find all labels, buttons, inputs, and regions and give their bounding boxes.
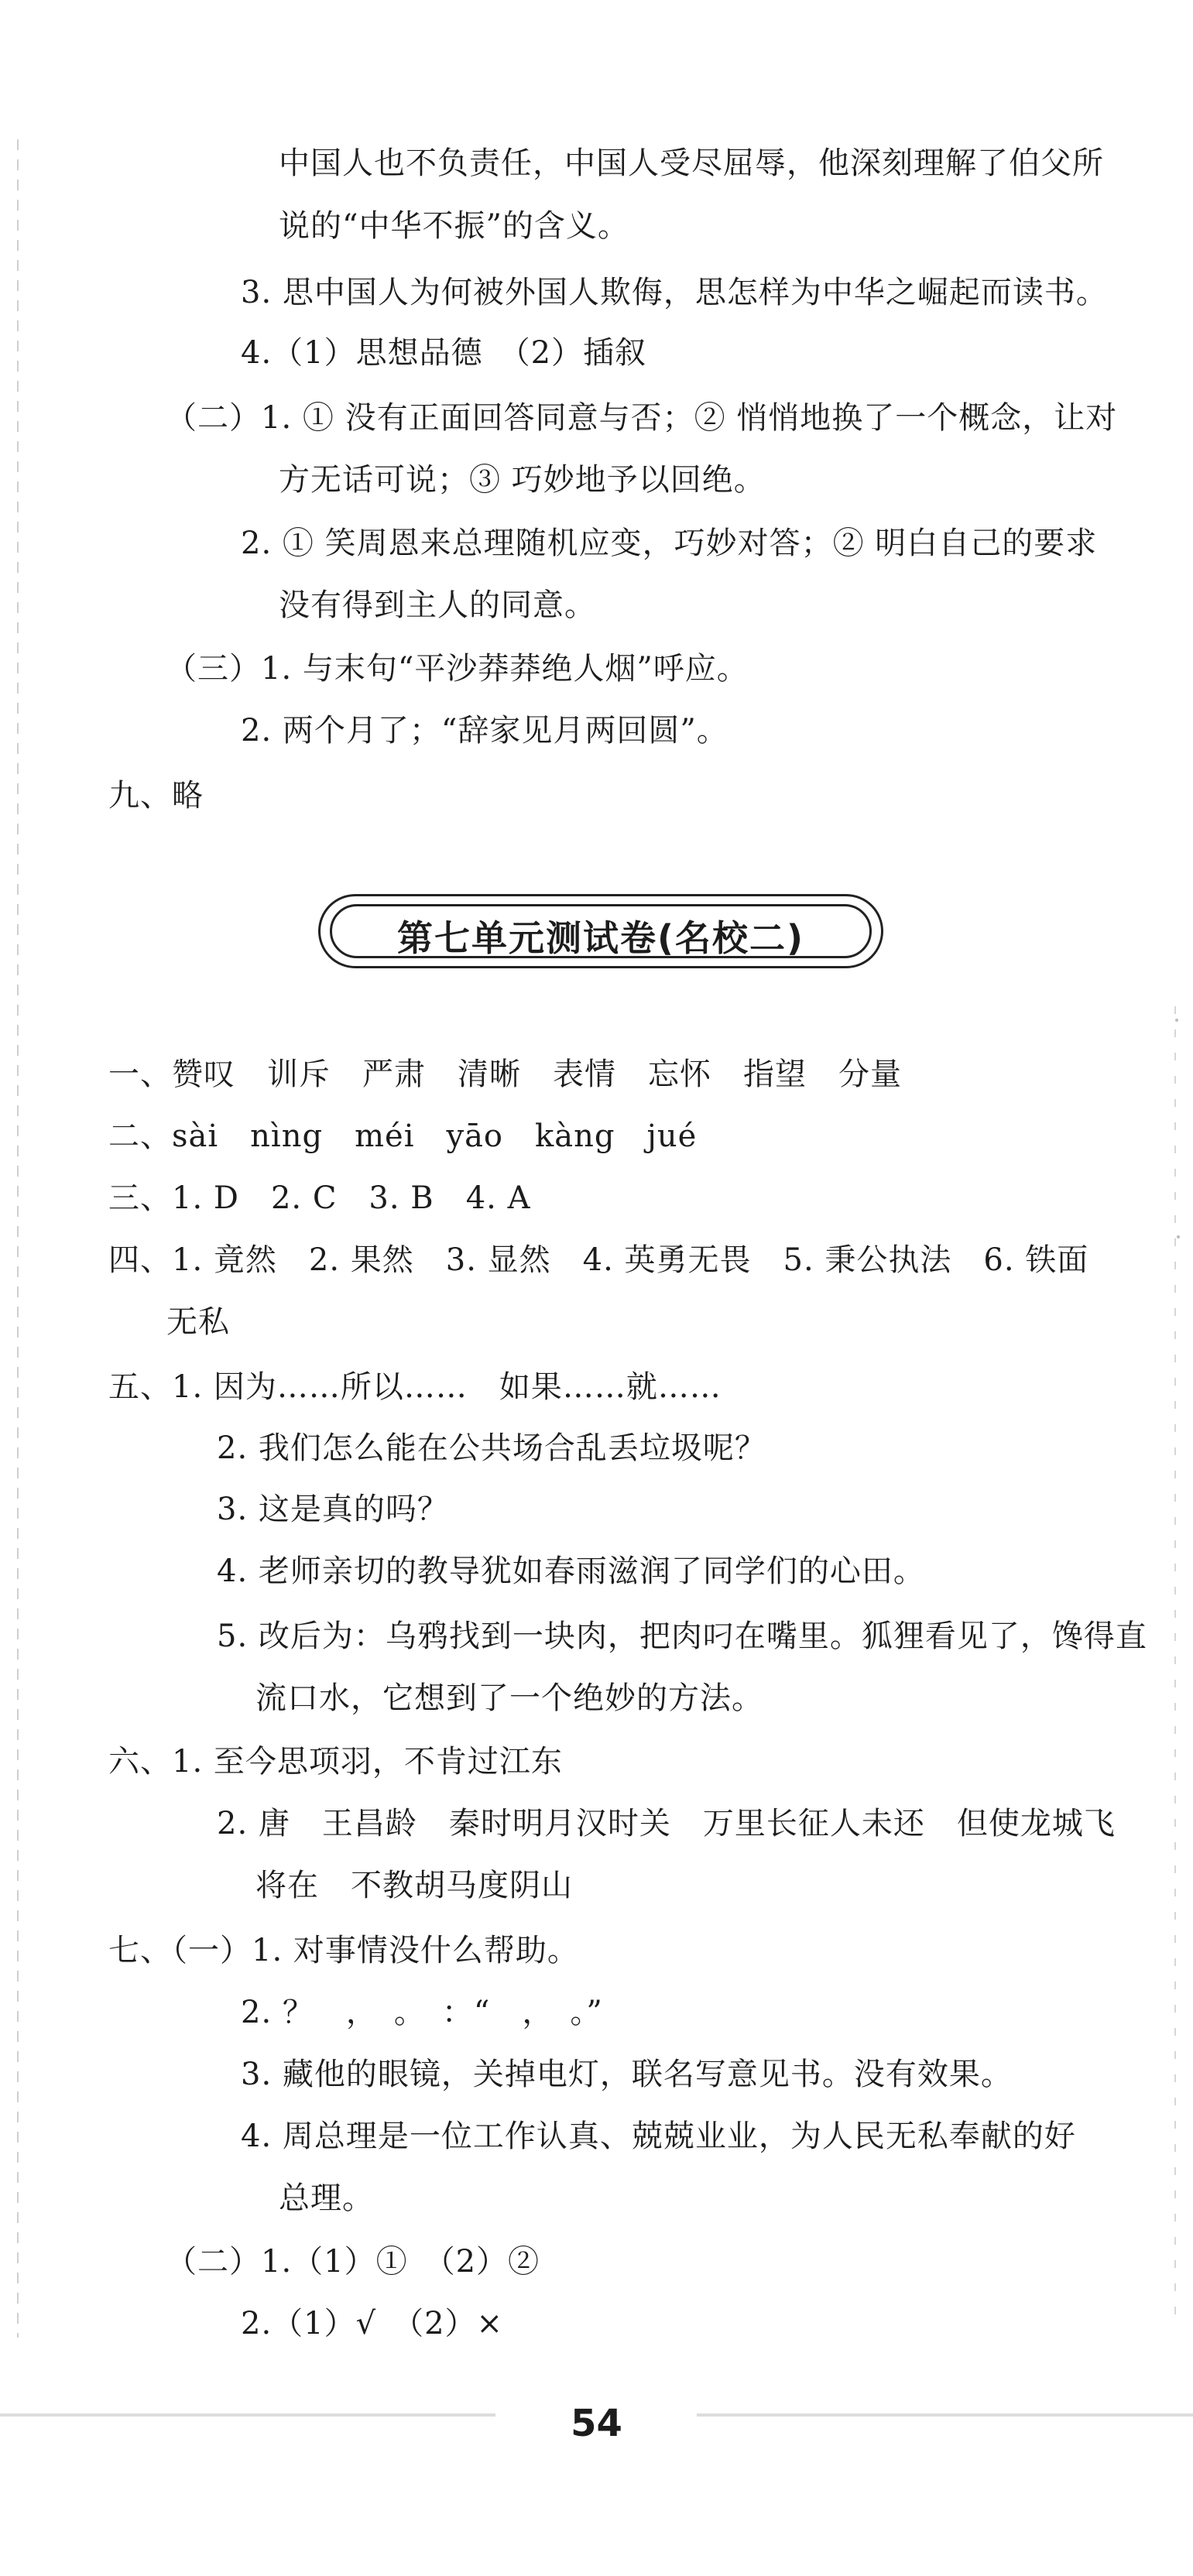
answer-line: 2. 两个月了；“辞家见月两回圆”。	[241, 713, 728, 748]
answer-line: （二）1. ① 没有正面回答同意与否；② 悄悄地换了一个概念，让对	[166, 400, 1118, 436]
page-number: 54	[571, 2402, 622, 2445]
answer-line: 五、1. 因为……所以…… 如果……就……	[108, 1369, 722, 1405]
answer-line: 七、（一）1. 对事情没什么帮助。	[108, 1933, 579, 1968]
answer-line: 将在 不教胡马度阴山	[255, 1868, 573, 1903]
answer-line: 3. 思中国人为何被外国人欺侮，思怎样为中华之崛起而读书。	[241, 275, 1108, 310]
answer-line: 说的“中华不振”的含义。	[279, 208, 629, 244]
answer-line: 2. ① 笑周恩来总理随机应变，巧妙对答；② 明白自己的要求	[241, 526, 1098, 561]
answer-line: 中国人也不负责任，中国人受尽屈辱，他深刻理解了伯父所	[279, 146, 1104, 181]
right-scan-edge	[1174, 1006, 1176, 2322]
answer-line: 4. 老师亲切的教导犹如春雨滋润了同学们的心田。	[217, 1553, 925, 1589]
answer-line: （二）1.（1）① （2）②	[166, 2244, 540, 2280]
answer-line: 一、赞叹 训斥 严肃 清晰 表情 忘怀 指望 分量	[108, 1057, 902, 1092]
section-title-frame	[318, 894, 883, 968]
answer-line: 总理。	[279, 2180, 374, 2216]
answer-line: 2. ？ ， 。 ：“ ， 。”	[241, 1995, 603, 2030]
scan-speck	[1177, 1235, 1180, 1238]
answer-line: 四、1. 竟然 2. 果然 3. 显然 4. 英勇无畏 5. 秉公执法 6. 铁面	[108, 1242, 1089, 1278]
answer-line: 5. 改后为：乌鸦找到一块肉，把肉叼在嘴里。狐狸看见了，馋得直	[217, 1619, 1147, 1654]
answer-line: 4. 周总理是一位工作认真、兢兢业业，为人民无私奉献的好	[241, 2119, 1076, 2154]
answer-line: 六、1. 至今思项羽，不肯过江东	[108, 1744, 563, 1780]
answer-line: 无私	[166, 1304, 230, 1340]
answer-line: 2. 唐 王昌龄 秦时明月汉时关 万里长征人未还 但使龙城飞	[217, 1806, 1116, 1841]
answer-line: 九、略	[108, 778, 204, 814]
answer-line: 4.（1）思想品德 （2）插叙	[241, 335, 647, 371]
answer-line: 3. 这是真的吗？	[217, 1492, 449, 1527]
answer-line: 方无话可说；③ 巧妙地予以回绝。	[279, 462, 766, 498]
answer-line: 2.（1）√ （2）×	[241, 2306, 504, 2341]
section-title: 第七单元测试卷(名校二)	[396, 917, 805, 959]
answer-line: 2. 我们怎么能在公共场合乱丢垃圾呢？	[217, 1430, 766, 1466]
answer-line: 二、sài nìng méi yāo kàng jué	[108, 1118, 698, 1154]
left-scan-edge	[17, 139, 19, 2338]
answer-line: 3. 藏他的眼镜，关掉电灯，联名写意见书。没有效果。	[241, 2057, 1013, 2092]
answer-line: 没有得到主人的同意。	[279, 587, 596, 623]
answer-line: 流口水，它想到了一个绝妙的方法。	[255, 1680, 763, 1716]
answer-line: （三）1. 与末句“平沙莽莽绝人烟”呼应。	[166, 651, 749, 687]
scan-speck	[1175, 1019, 1178, 1022]
answer-line: 三、1. D 2. C 3. B 4. A	[108, 1180, 531, 1216]
